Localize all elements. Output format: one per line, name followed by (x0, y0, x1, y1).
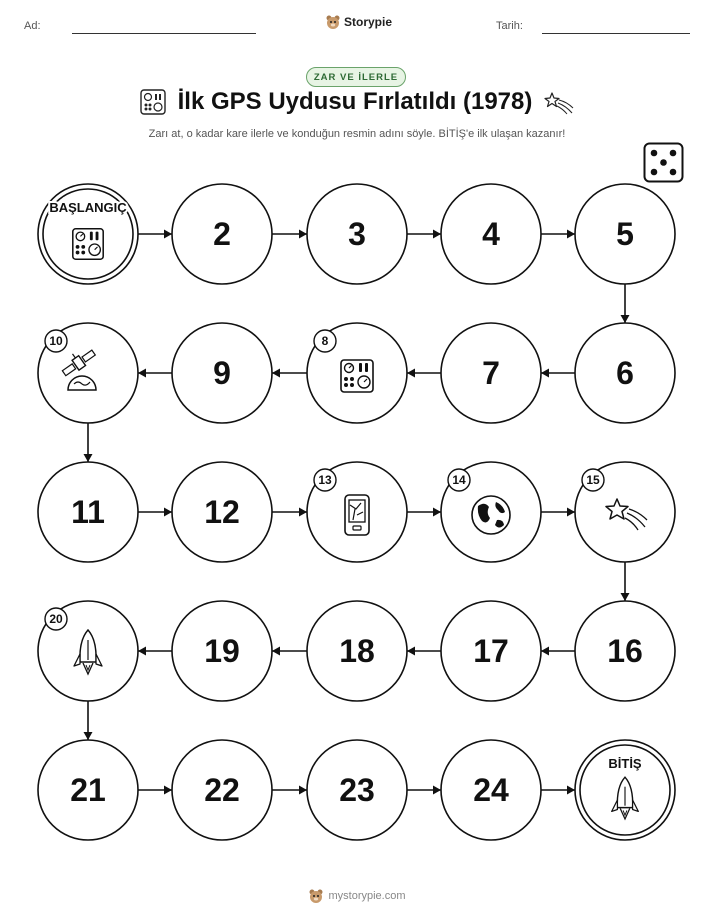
board-cell-16[interactable] (575, 601, 675, 701)
path-arrow (272, 786, 307, 795)
path-arrow (84, 423, 93, 462)
cell-number: 9 (213, 355, 231, 391)
path-arrow (541, 230, 575, 239)
path-arrow (407, 369, 441, 378)
cell-number: 4 (482, 216, 500, 252)
board-cell-8[interactable] (307, 323, 407, 423)
path-arrow (407, 508, 441, 517)
cell-number: 20 (49, 612, 63, 627)
board-cell-4[interactable] (441, 184, 541, 284)
gps-map-device-icon (345, 495, 369, 535)
cell-number: 19 (204, 633, 240, 669)
board-cell-19[interactable] (172, 601, 272, 701)
cell-number: 5 (616, 216, 634, 252)
path-arrow (272, 508, 307, 517)
footer (0, 888, 714, 904)
board-cell-5[interactable] (575, 184, 675, 284)
board-cell-3[interactable] (307, 184, 407, 284)
board-cell-12[interactable] (172, 462, 272, 562)
date-label: Tarih: (496, 20, 523, 32)
cell-number: 8 (321, 334, 329, 349)
cell-number: 18 (339, 633, 375, 669)
path-arrow (138, 647, 172, 656)
finish-label: BİTİŞ (608, 756, 642, 771)
board-cell-7[interactable] (441, 323, 541, 423)
board-cell-22[interactable] (172, 740, 272, 840)
board-cell-23[interactable] (307, 740, 407, 840)
path-arrow (272, 230, 307, 239)
cell-number: 3 (348, 216, 366, 252)
path-arrow (407, 230, 441, 239)
board-cell-6[interactable] (575, 323, 675, 423)
page-title: İlk GPS Uydusu Fırlatıldı (1978) (177, 88, 533, 115)
cell-number: 11 (71, 494, 105, 530)
cell-number: 22 (204, 772, 240, 808)
board-cell-21[interactable] (38, 740, 138, 840)
path-arrow (621, 562, 630, 601)
board-cell-9[interactable] (172, 323, 272, 423)
cell-number: 10 (49, 334, 63, 349)
cell-number: 14 (452, 473, 466, 488)
game-type-badge: ZAR VE İLERLE (306, 67, 406, 87)
cell-number: 24 (473, 772, 509, 808)
bear-icon (308, 888, 324, 904)
path-arrow (407, 647, 441, 656)
start-label: BAŞLANGIÇ (49, 200, 127, 215)
board-cell-24[interactable] (441, 740, 541, 840)
control-panel-icon (341, 360, 373, 392)
name-label: Ad: (24, 20, 41, 32)
path-arrow (138, 508, 172, 517)
path-arrow (541, 508, 575, 517)
cell-number: 16 (607, 633, 643, 669)
board-cell-2[interactable] (172, 184, 272, 284)
board-cell-11[interactable] (38, 462, 138, 562)
cell-number: 15 (586, 473, 600, 488)
cell-number: 21 (70, 772, 106, 808)
board-cell-14[interactable] (441, 462, 541, 562)
path-arrow (138, 369, 172, 378)
cell-number: 6 (616, 355, 634, 391)
path-arrow (621, 284, 630, 323)
cell-number: 23 (339, 772, 375, 808)
cell-number: 17 (473, 633, 509, 669)
cell-number: 2 (213, 216, 231, 252)
board-cell-13[interactable] (307, 462, 407, 562)
board-cell-18[interactable] (307, 601, 407, 701)
start-cell[interactable] (38, 184, 138, 284)
board-cell-10[interactable] (38, 323, 138, 423)
cell-number: 7 (482, 355, 500, 391)
path-arrow (272, 369, 307, 378)
path-arrow (407, 786, 441, 795)
earth-icon (472, 496, 510, 534)
instructions: Zarı at, o kadar kare ilerle ve konduğun resmin adını söyle. BİTİŞ'e ilk ulaşan kazanır! (148, 128, 566, 140)
board-cell-20[interactable] (38, 601, 138, 701)
brand-name: Storypie (344, 15, 393, 29)
path-arrow (541, 369, 575, 378)
path-arrow (138, 786, 172, 795)
control-panel-icon (73, 229, 103, 259)
path-arrow (84, 701, 93, 740)
path-arrow (138, 230, 172, 239)
path-arrow (272, 647, 307, 656)
footer-url[interactable]: mystorypie.com (328, 890, 406, 902)
cell-number: 12 (204, 494, 240, 530)
board-cell-17[interactable] (441, 601, 541, 701)
path-arrow (541, 786, 575, 795)
cell-number: 13 (318, 473, 332, 488)
path-arrow (541, 647, 575, 656)
finish-cell[interactable] (575, 740, 675, 840)
board-cell-15[interactable] (575, 462, 675, 562)
